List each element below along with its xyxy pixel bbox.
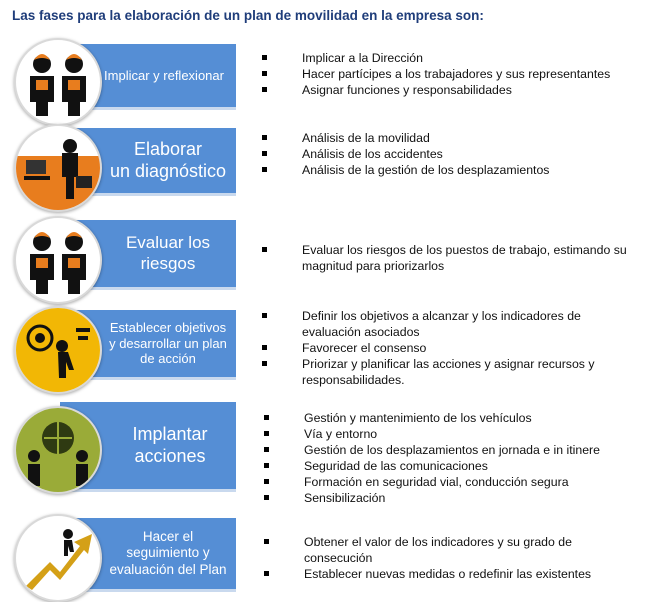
two-people-icon xyxy=(14,38,102,126)
phase-label: Implicar y reflexionar xyxy=(104,67,224,83)
bullet-item: Evaluar los riesgos de los puestos de trabajo, estimando su magnitud para priorizarlos xyxy=(262,242,642,274)
phase-implantar xyxy=(0,396,653,505)
phase-evaluar xyxy=(0,216,653,298)
bullet-item: Establecer nuevas medidas o redefinir las existentes xyxy=(264,566,624,582)
phase-implicar xyxy=(0,38,653,120)
businessman-desk-icon xyxy=(14,124,102,212)
bullet-item: Favorecer el consenso xyxy=(262,340,622,356)
phase-diagnostico xyxy=(0,124,653,206)
bullet-item: Hacer partícipes a los trabajadores y sus representantes xyxy=(262,66,642,82)
phase-seguimiento xyxy=(0,510,653,598)
bullet-item: Análisis de la movilidad xyxy=(262,130,642,146)
bullet-item: Asignar funciones y responsabilidades xyxy=(262,82,642,98)
bullet-item: Definir los objetivos a alcanzar y los indicadores de evaluación asociados xyxy=(262,308,622,340)
bullet-item: Seguridad de las comunicaciones xyxy=(264,458,644,474)
phase-label: Hacer el seguimiento y evaluación del Plan xyxy=(109,529,227,577)
phase-objetivos xyxy=(0,306,653,390)
phase-label: Evaluar los riesgos xyxy=(125,233,211,273)
bullet-item: Formación en seguridad vial, conducción segura xyxy=(264,474,644,490)
bullet-item: Priorizar y planificar las acciones y asignar recursos y responsabilidades. xyxy=(262,356,622,388)
phase-bullets xyxy=(262,242,642,274)
page-title: Las fases para la elaboración de un plan de movilidad en la empresa son: xyxy=(12,8,484,23)
bullet-item: Gestión y mantenimiento de los vehículos xyxy=(264,410,644,426)
phase-label: Elaborar un diagnóstico xyxy=(109,138,227,181)
phase-bullets xyxy=(264,410,644,506)
phase-bullets xyxy=(262,130,642,178)
two-people-icon xyxy=(14,216,102,304)
rising-arrow-icon xyxy=(14,514,102,602)
phase-bullets xyxy=(262,50,642,98)
bullet-item: Implicar a la Dirección xyxy=(262,50,642,66)
bullet-item: Sensibilización xyxy=(264,490,644,506)
bullet-item: Análisis de la gestión de los desplazamientos xyxy=(262,162,642,178)
bullet-item: Obtener el valor de los indicadores y su grado de consecución xyxy=(264,534,624,566)
bullet-item: Gestión de los desplazamientos en jornada e in itinere xyxy=(264,442,644,458)
globe-people-icon xyxy=(14,406,102,494)
phase-label: Establecer objetivos y desarrollar un plan de acción xyxy=(109,320,227,367)
phase-bullets xyxy=(262,308,622,388)
phase-bullets xyxy=(264,534,624,582)
phase-label: Implantar acciones xyxy=(132,423,208,466)
bullet-item: Vía y entorno xyxy=(264,426,644,442)
bullet-item: Análisis de los accidentes xyxy=(262,146,642,162)
target-figure-icon xyxy=(14,306,102,394)
